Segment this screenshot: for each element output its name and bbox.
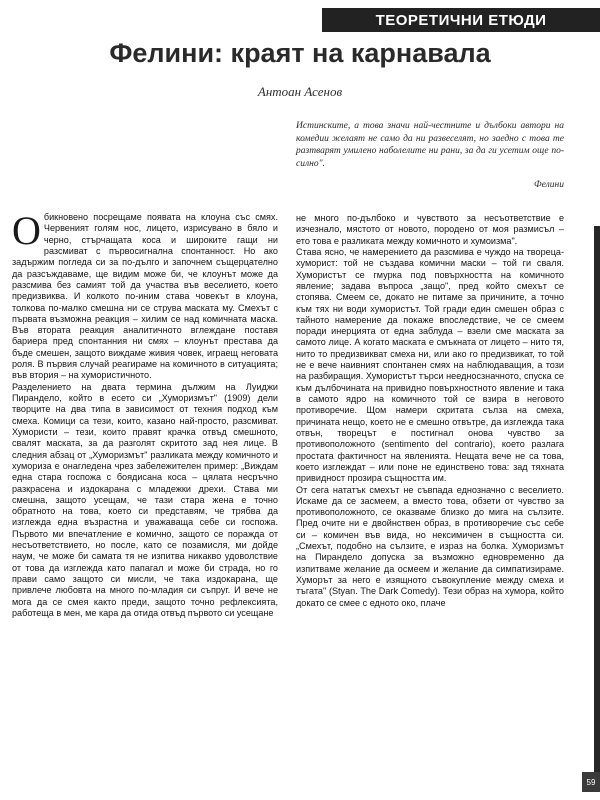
page-number: 59 bbox=[582, 772, 600, 792]
section-label: ТЕОРЕТИЧНИ ЕТЮДИ bbox=[375, 11, 547, 29]
paragraph: От сега нататък смехът не съвпада еднозначно с веселието. Искаме да се засмеем, а вместо това, обзети от чувство за противоположното, се оказваме близко до мига на сълзите. Пред очите ни е двойнствен образ, в противоречие със себе си – комичен във вида, но нексимичен в същността си. „Смехът, подобно на сълзите, е израз на болка. Хуморизмът на Пирандело допуска за възможно едновременно да изпитваме желание да осмеем и желание да симпатизираме. Хуморът за него е изящното съвокупление между смеха и тъгата" (Styan. The Dark Comedy). Тези образ на хумора, който докато се смее с едното око, плаче bbox=[296, 484, 564, 608]
paragraph: Става ясно, че намерението да разсмива е чуждо на твореца-хуморист: той не създава комични маски – той ги сваля. Хумористът се гмурка под повърхността на комичното явление; задава въпроса „защо", пред който смехът се стопява. Смеем се, докато не питаме за причините, а точно към тях ни води хумористът. Той гради един смешен образ с тайното намерение да покаже впоследствие, че се смеем поради инерцията от една заблуда – взели сме маската за самото лице. А когато маската е смъкната от лицето – нито тя, нито то предизвикват смеха ни, или ако го предизвикат, то той не е вече наивният спонтанен смях на наблюдаващия, а този на разбиращия. Хумористът търси неедносзначното, спуска се към дълбочината на привидно повърхностното явление и така в самото ядро на комичното той се взира в неговото противоречие. Щом намери скритата сълза на смеха, причината нещо, което не е смешно отвътре, да изглежда така отвън, творецът е постигнал онова чувство за противоположното (sentimento del contrario), което разлага простата фактичност на явленията. Нещата вече не са това, което изглеждат – или поне не единствено това: зад тяхната привидност прозира същността им. bbox=[296, 246, 564, 484]
epigraph-attribution: Фелини bbox=[534, 180, 564, 190]
paragraph: не много по-дълбоко и чувството за несъответствие е изчезнало, мястото от новото, породено от моя размисъл – ето това е разликата между комичното и хумоизма". bbox=[296, 213, 564, 246]
right-column bbox=[296, 213, 564, 758]
paragraph bbox=[12, 212, 278, 382]
paragraph: Разделението на двата термина дължим на Луиджи Пирандело, който в есето си „Хуморизмът" (1909) дели творците на два типа в зависимост от техния подход към смеха. Комици са тези, които, казано най-просто, разсмиват. Хумористи – тези, които правят крачка отвъд смешното, свалят маската, за да разголят скритото зад нея лице. В следния абзац от „Хуморизмът" разликата между комичното и хумориза е онагледена чрез забележителен пример: „Виждам една стара госпожа с боядисана коса – цялата несръчно разкрасена и издокарана с младежки дрехи. Става ми смешна, защото усещам, че тази стара жена е точно обратното на това, което си представям, че трябва да изглежда една възрастна и уважаваща себе си госпожа. Първото ми впечатление е комично, защото се поражда от несъответствието, но после, като се позамисля, ми дойде наум, че може би самата тя не изпитва никакво удоволствие от това да изглежда като папагал и може би страда, но го прави само защото си мисли, че така издокарана, ще привлече любовта на много по-младия си съпруг. И вече не мога да се смея както преди, защото точно рефлексията, работеща в мен, ме кара да отида отвъд първото си усещане bbox=[12, 381, 278, 618]
section-tag bbox=[322, 8, 600, 32]
drop-cap: О bbox=[12, 212, 41, 253]
page-edge-bar bbox=[594, 226, 600, 774]
article-title: Фелини: краят на карнавала bbox=[109, 38, 491, 68]
left-column bbox=[12, 212, 278, 762]
article-author: Антоан Асенов bbox=[257, 84, 343, 99]
paragraph-text: бикновено посрещаме появата на клоуна със смях. Червеният голям нос, лицето, изрисувано в бяло и черно, стърчащата коса и широките гащи ни разсмиват с първосигнална спонтанност. Но ако задържим погледа си за по-дълго и започнем същерцателно да разсъждаваме, ще видим може би, че клоунът може да разсмива без самият той да участва във веселието, което предизвиква. И колкото по-иним става човекът в клоуна, толкова по-малко смешна ни се струва маската му. Смехът с първата възможна реакция – хилим се над комичната маска. Във втората реакция аналитичното вглеждане поставя бариера пред спонтанния ни смях – клоунът престава да бъде смешен, защото виждаме живия човек, играещ неговата роля. В първия случай реагираме на комичното в ситуацията; във втория – на хумористичното. bbox=[12, 212, 278, 381]
epigraph-text: Истинските, а това значи най-честните и дълбоки автори на комедии желаят не само да ни развеселят, но заедно с това те разтварят умилено наболелите ни рани, за да ги усетим още по-силно". bbox=[296, 121, 564, 169]
